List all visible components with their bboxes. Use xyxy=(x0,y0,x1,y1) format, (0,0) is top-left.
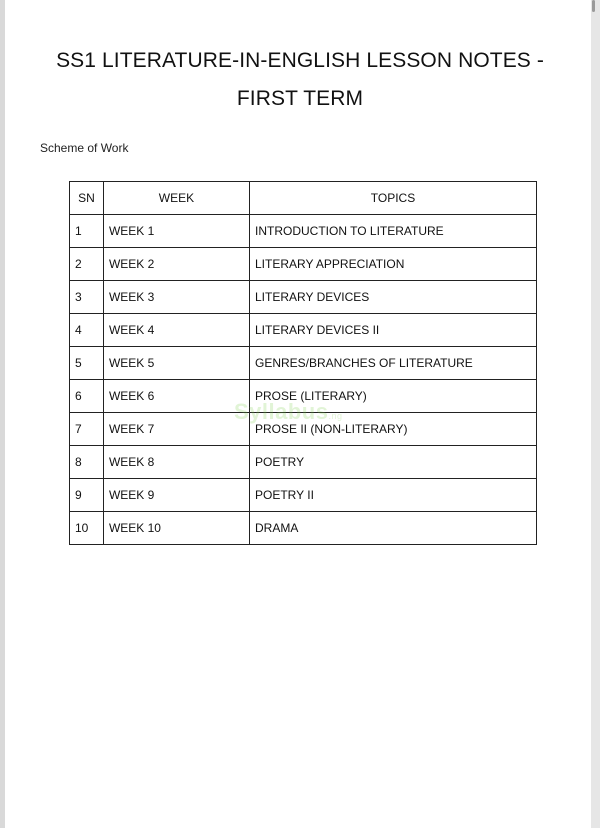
header-week: WEEK xyxy=(103,182,249,215)
table-row xyxy=(70,446,537,479)
cell-week: WEEK 10 xyxy=(103,512,249,545)
cell-topic: LITERARY DEVICES xyxy=(250,281,537,314)
cell-topic: PROSE II (NON-LITERARY) xyxy=(250,413,537,446)
cell-week: WEEK 3 xyxy=(103,281,249,314)
cell-week: WEEK 6 xyxy=(103,380,249,413)
cell-topic: PROSE (LITERARY) xyxy=(250,380,537,413)
cell-week: WEEK 1 xyxy=(103,215,249,248)
cell-topic: LITERARY APPRECIATION xyxy=(250,248,537,281)
cell-sn: 4 xyxy=(70,314,104,347)
cell-week: WEEK 4 xyxy=(103,314,249,347)
cell-topic: INTRODUCTION TO LITERATURE xyxy=(250,215,537,248)
cell-week: WEEK 8 xyxy=(103,446,249,479)
document-title-line-2: FIRST TERM xyxy=(236,87,364,110)
header-sn: SN xyxy=(70,182,104,215)
table-row xyxy=(70,413,537,446)
table-row xyxy=(70,215,537,248)
table-row xyxy=(70,380,537,413)
document-title xyxy=(0,42,600,118)
cell-topic: POETRY II xyxy=(250,479,537,512)
cell-sn: 6 xyxy=(70,380,104,413)
cell-topic: GENRES/BRANCHES OF LITERATURE xyxy=(250,347,537,380)
cell-sn: 9 xyxy=(70,479,104,512)
cell-sn: 1 xyxy=(70,215,104,248)
cell-week: WEEK 5 xyxy=(103,347,249,380)
cell-sn: 5 xyxy=(70,347,104,380)
section-heading: Scheme of Work xyxy=(40,141,129,155)
watermark-logo: Syllabus.ng xyxy=(234,399,343,424)
scrollbar-track[interactable] xyxy=(591,0,600,828)
cell-topic: LITERARY DEVICES II xyxy=(250,314,537,347)
cell-sn: 10 xyxy=(70,512,104,545)
table-row xyxy=(70,281,537,314)
header-topics: TOPICS xyxy=(250,182,537,215)
cell-sn: 7 xyxy=(70,413,104,446)
cell-sn: 2 xyxy=(70,248,104,281)
table-row xyxy=(70,314,537,347)
cell-sn: 8 xyxy=(70,446,104,479)
cell-week: WEEK 9 xyxy=(103,479,249,512)
scheme-of-work-table xyxy=(69,181,537,545)
cell-topic: POETRY xyxy=(250,446,537,479)
table-row xyxy=(70,479,537,512)
cell-sn: 3 xyxy=(70,281,104,314)
cell-topic: DRAMA xyxy=(250,512,537,545)
table-row xyxy=(70,248,537,281)
table-row xyxy=(70,512,537,545)
document-title-line-1: SS1 LITERATURE-IN-ENGLISH LESSON NOTES - xyxy=(56,49,544,72)
table-header-row xyxy=(70,182,537,215)
scrollbar-thumb[interactable] xyxy=(592,0,595,12)
cell-week: WEEK 7 xyxy=(103,413,249,446)
table-row xyxy=(70,347,537,380)
cell-week: WEEK 2 xyxy=(103,248,249,281)
